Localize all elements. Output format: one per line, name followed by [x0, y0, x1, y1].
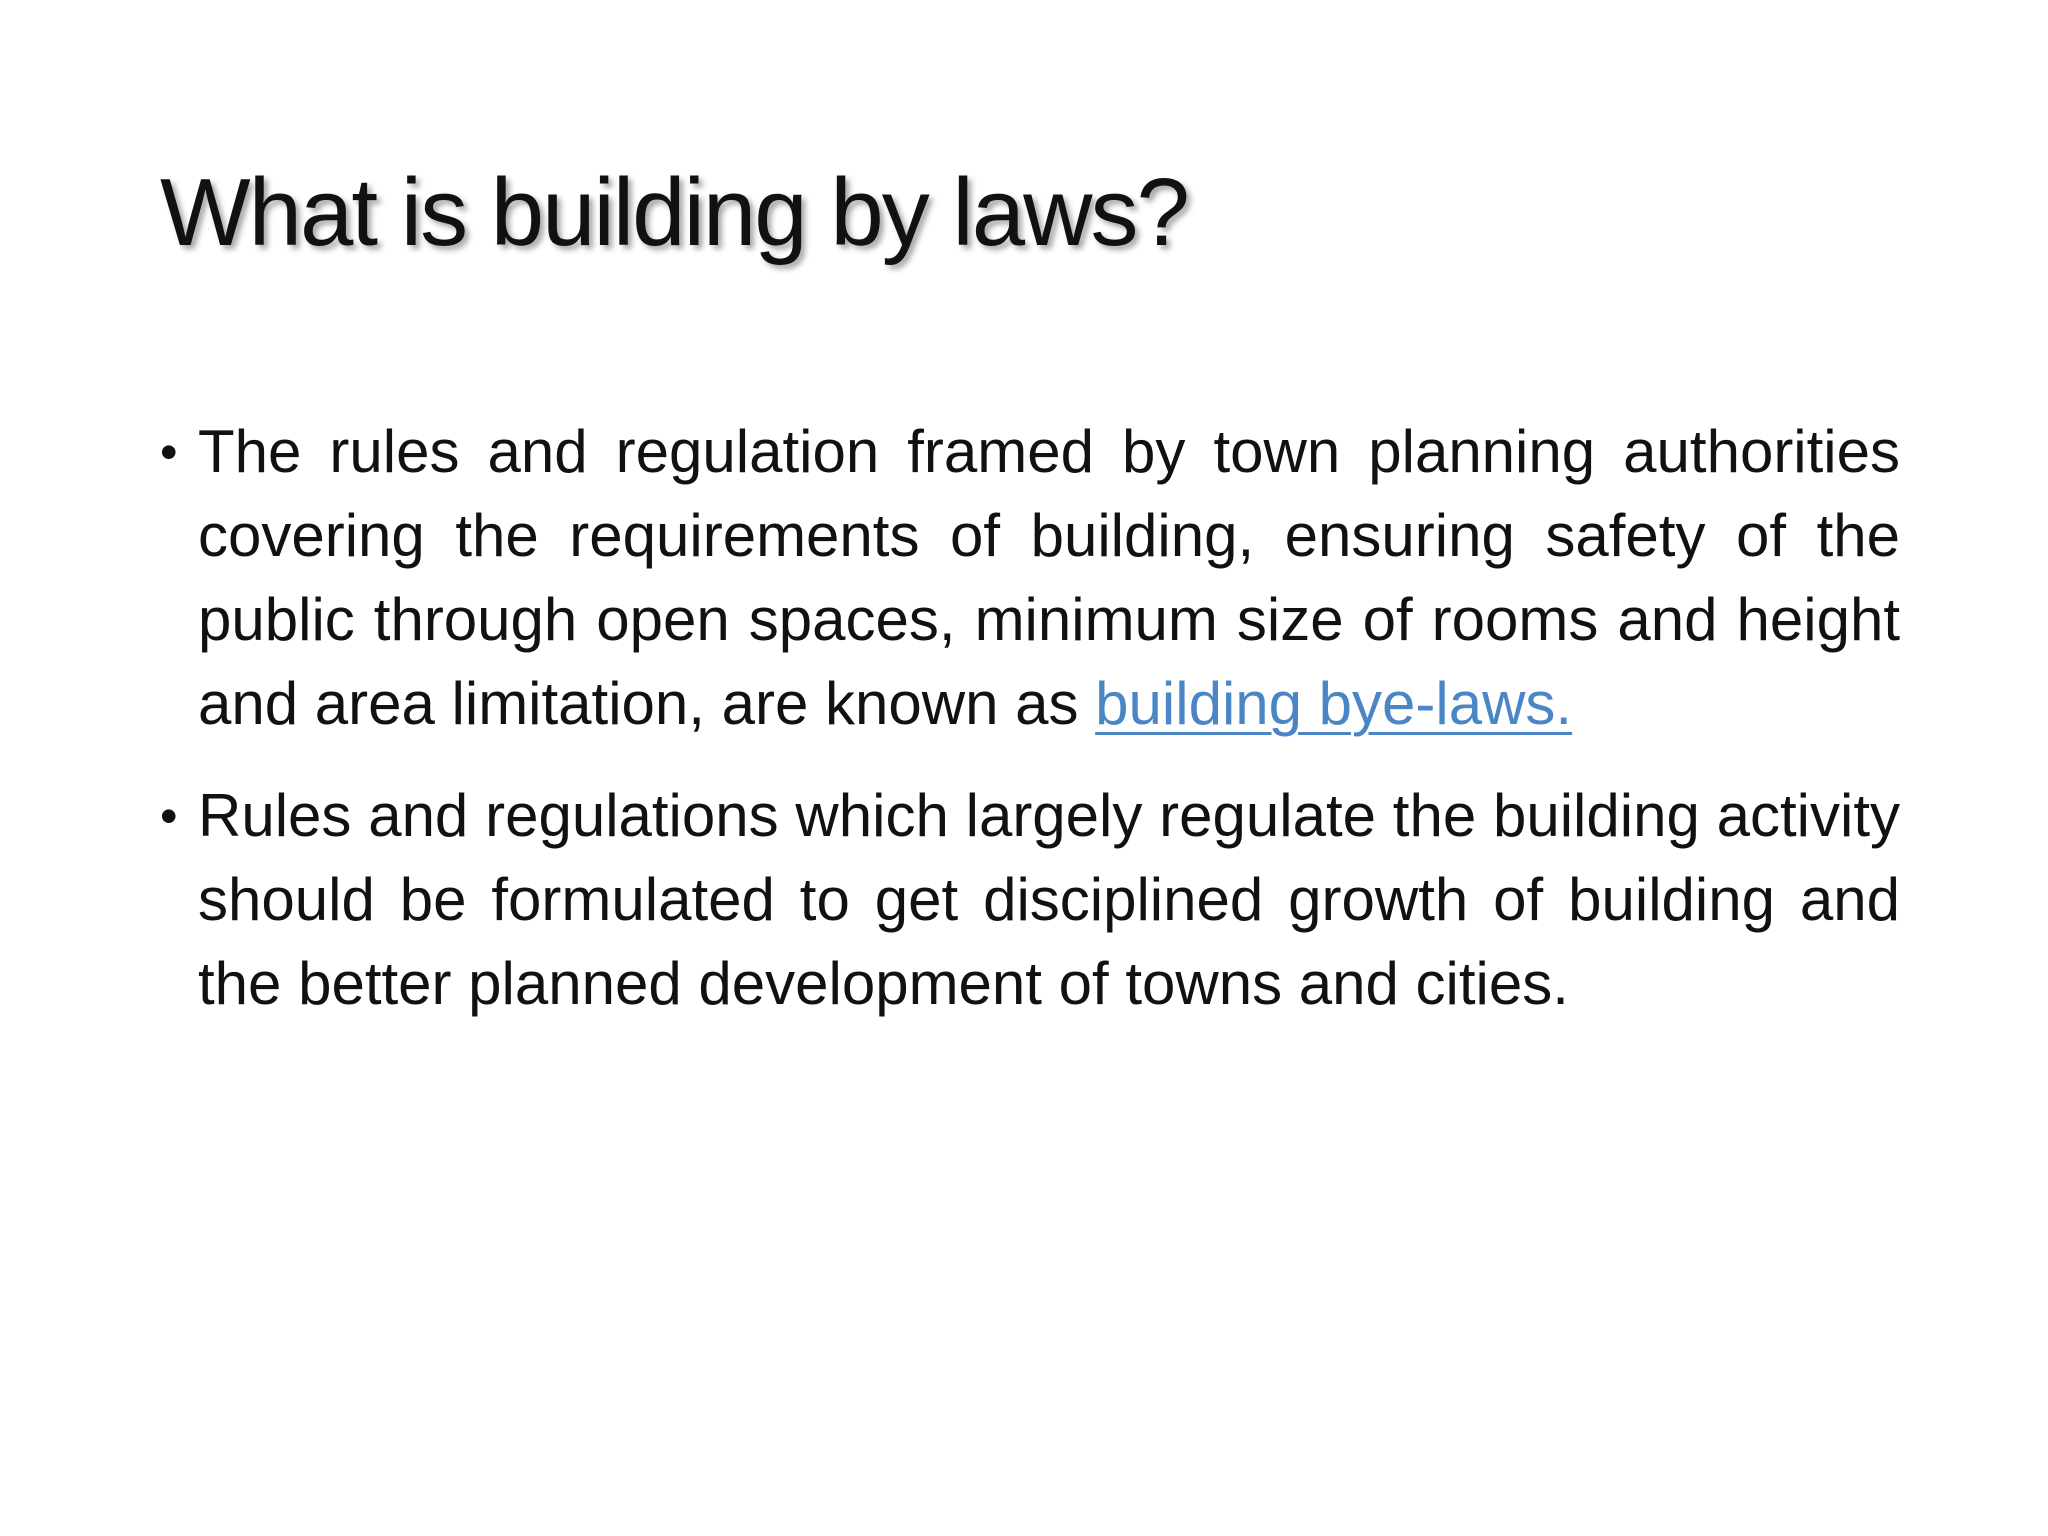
bullet-marker: •	[160, 788, 178, 844]
bullet-item-1	[160, 410, 1900, 746]
bullet-item-2	[160, 774, 1900, 1026]
bullet-text-2: Rules and regulations which largely regulate the building activity should be formulated to get disciplined growth of building and the better planned development of towns and cities.	[198, 782, 1900, 1017]
bullet-marker: •	[160, 424, 178, 480]
building-bye-laws-link[interactable]: building bye-laws.	[1095, 670, 1573, 737]
slide-title: What is building by laws?	[160, 159, 1188, 266]
bullet-list	[160, 410, 1900, 1054]
bullet-text-1: The rules and regulation framed by town planning authorities covering the requirements of building, ensuring safety of the public through open spaces, minimum size of rooms and height and area limitation, are known as	[198, 418, 1900, 737]
